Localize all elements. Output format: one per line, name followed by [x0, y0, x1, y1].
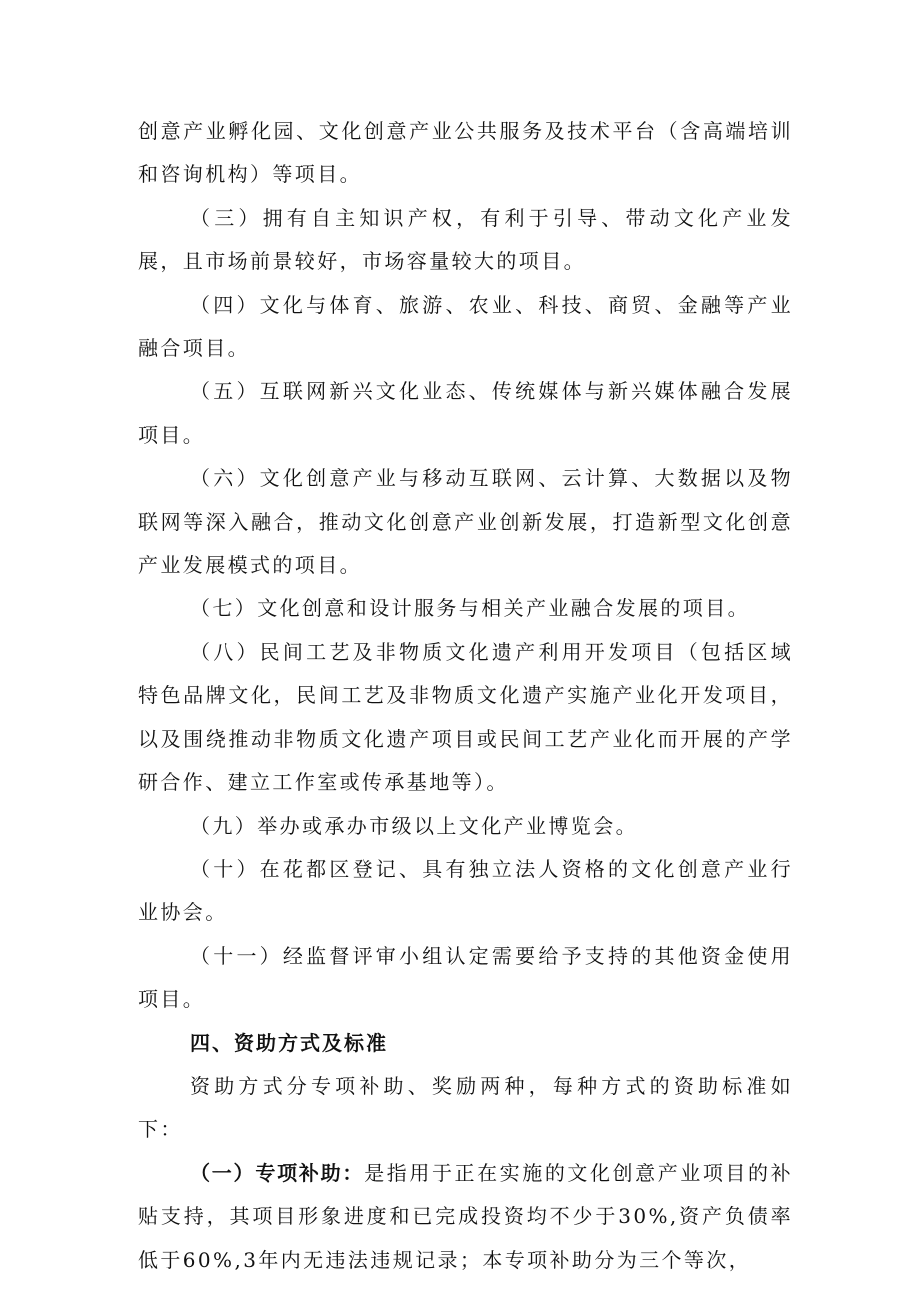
paragraph-item-3: （三）拥有自主知识产权，有利于引导、带动文化产业发展，且市场前景较好，市场容量较大的项目。: [138, 205, 793, 274]
paragraph-continuation: 创意产业孵化园、文化创意产业公共服务及技术平台（含高端培训和咨询机构）等项目。: [138, 119, 793, 187]
paragraph-item-7: （七）文化创意和设计服务与相关产业融合发展的项目。: [190, 596, 750, 621]
document-body: [138, 110, 793, 1282]
subsidy-text: 是指用于正在实施的文化创意产业项目的补贴支持，其项目形象进度和已完成投资均不少于30%,资产负债率低于60%,3年内无违法违规记录；本专项补助分为三个等次，: [138, 1160, 793, 1272]
paragraph-item-10: （十）在花都区登记、具有独立法人资格的文化创意产业行业协会。: [138, 856, 793, 925]
subsidy-paragraph: [138, 1152, 793, 1282]
paragraph-item-5: （五）互联网新兴文化业态、传统媒体与新兴媒体融合发展项目。: [138, 379, 793, 447]
section-intro: 资助方式分专项补助、奖励两种，每种方式的资助标准如下：: [138, 1073, 793, 1142]
paragraph-item-9: （九）举办或承办市级以上文化产业博览会。: [190, 813, 638, 838]
subsidy-label: （一）专项补助：: [190, 1160, 365, 1185]
paragraph-item-8: （八）民间工艺及非物质文化遗产利用开发项目（包括区域特色品牌文化，民间工艺及非物质文化遗产实施产业化开发项目，以及围绕推动非物质文化遗产项目或民间工艺产业化而开展的产学研合作、建立工作室或传承基地等）。: [138, 639, 793, 795]
paragraph-item-6: （六）文化创意产业与移动互联网、云计算、大数据以及物联网等深入融合，推动文化创意产业创新发展，打造新型文化创意产业发展模式的项目。: [138, 466, 793, 578]
paragraph-item-11: （十一）经监督评审小组认定需要给予支持的其他资金使用项目。: [138, 943, 793, 1012]
paragraph-item-4: （四）文化与体育、旅游、农业、科技、商贸、金融等产业融合项目。: [138, 292, 793, 361]
section-heading: 四、资助方式及标准: [190, 1030, 388, 1055]
